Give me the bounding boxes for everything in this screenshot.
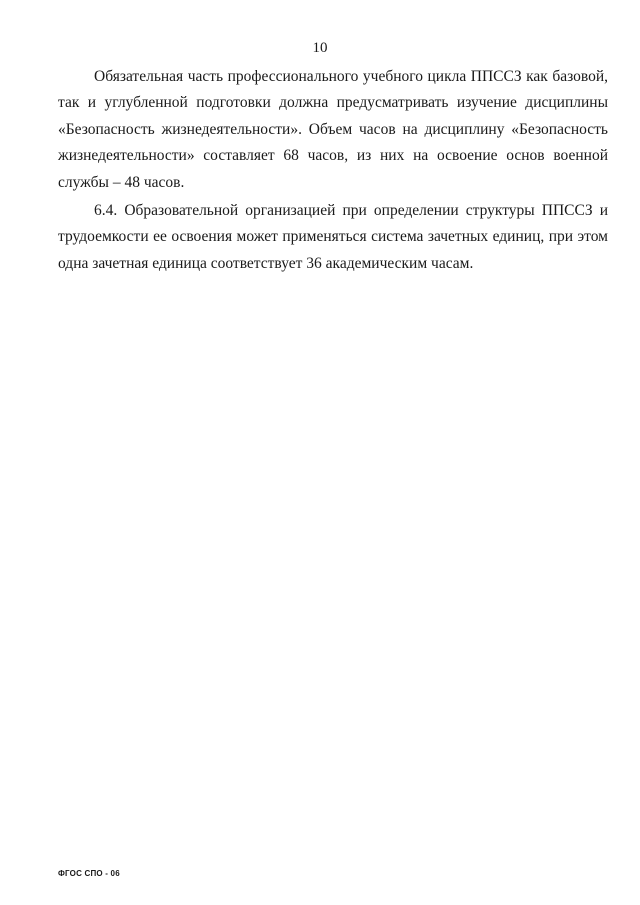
document-body bbox=[58, 64, 608, 277]
footer-standard-code: ФГОС СПО - 06 bbox=[58, 869, 120, 878]
page-number: 10 bbox=[312, 40, 328, 56]
paragraph-mandatory-part: Обязательная часть профессионального учебного цикла ППССЗ как базовой, так и углубленной подготовки должна предусматривать изучение дисциплины «Безопасность жизнедеятельности». Объем часов на дисциплину «Безопасность жизнедеятельности» составляет 68 часов, из них на освоение основ военной службы – 48 часов. bbox=[58, 68, 608, 191]
paragraph-credit-units: 6.4. Образовательной организацией при определении структуры ППССЗ и трудоемкости ее освоения может применяться система зачетных единиц, при этом одна зачетная единица соответствует 36 академическим часам. bbox=[58, 202, 608, 272]
